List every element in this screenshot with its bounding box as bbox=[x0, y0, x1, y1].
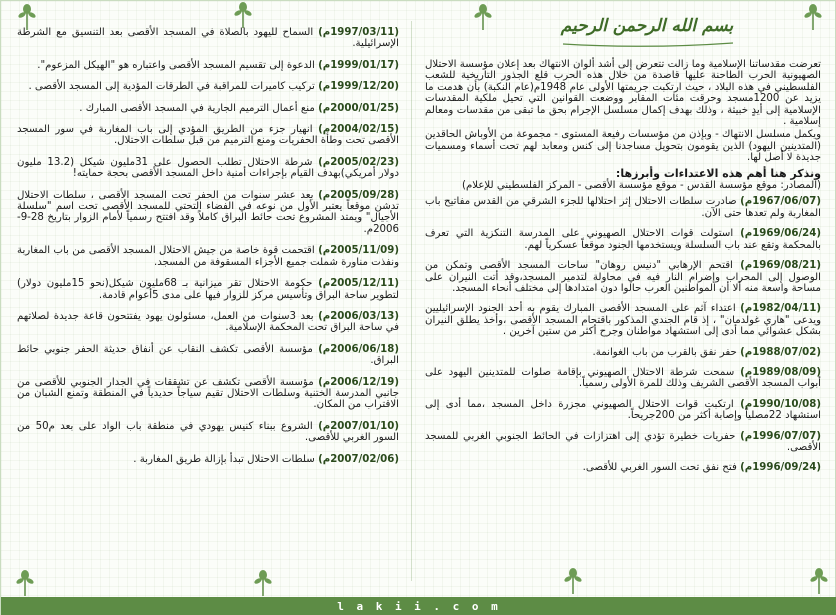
event-text: ارتكبت قوات الاحتلال الصهيوني مجزرة داخل المسجد ،مما أدى إلى استشهاد 22مصلياً وإصابة أكثر من 200جريحاً. bbox=[425, 398, 821, 422]
basmala-title: بسم الله الرحمن الرحيم bbox=[560, 16, 734, 36]
event-entry bbox=[17, 421, 399, 444]
event-entry bbox=[17, 344, 399, 367]
event-entry bbox=[17, 27, 399, 50]
event-date: (1967/06/07م) bbox=[740, 196, 821, 208]
event-entry bbox=[17, 190, 399, 236]
event-date: (1997/03/11م) bbox=[318, 27, 399, 38]
event-date: (2006/03/13م) bbox=[318, 310, 400, 322]
event-entry bbox=[425, 347, 821, 358]
left-events-list bbox=[17, 27, 399, 465]
flower-ornament-icon bbox=[251, 569, 275, 597]
event-date: (1999/12/20م) bbox=[318, 81, 399, 93]
right-column bbox=[425, 59, 821, 483]
event-text: بعد 3سنوات من العمل، مسئولون يهود يفتتحون قاعة جديدة لصلاتهم في ساحة البراق تحت المحكمة الإسلامية. bbox=[17, 310, 399, 334]
event-text: حكومة الاحتلال تقر ميزانية بـ 68مليون شيكل(نحو 15مليون دولار) لتطوير ساحة البراق وتأسيس مركز للزوار فيها على مدى 5أعوام قادمة. bbox=[17, 278, 399, 301]
event-entry bbox=[17, 311, 399, 334]
event-date: (1996/09/24م) bbox=[740, 462, 821, 474]
event-entry bbox=[425, 367, 821, 390]
event-text: بعد عشر سنوات من الحفر تحت المسجد الأقصى ، سلطات الاحتلال تدشن موقعاً يعتبر الأول من نوعه في الفضاء التحتي للمسجد الأقصى تحت اسم "سلسلة الأجيال" ويمتد المشروع تحت حائط البراق كاملاً وقد افتتح رسمياً لأمام الزوار بتاريخ 28-9-2006م. bbox=[17, 189, 399, 235]
left-column bbox=[17, 27, 399, 475]
flower-ornament-icon bbox=[471, 3, 495, 31]
event-entry bbox=[17, 81, 399, 92]
event-text: فتح نفق تحت السور الغربي للأقصى. bbox=[582, 462, 741, 474]
event-date: (2004/02/15م) bbox=[318, 124, 399, 136]
event-entry bbox=[425, 462, 821, 473]
event-date: (2007/01/10م) bbox=[318, 420, 399, 432]
flower-ornament-icon bbox=[231, 1, 255, 29]
event-text: منع أعمال الترميم الجارية في المسجد الأقصى المبارك . bbox=[79, 102, 319, 114]
event-entry bbox=[17, 124, 399, 147]
right-events-list bbox=[425, 196, 821, 473]
event-date: (1989/08/09م) bbox=[740, 366, 821, 378]
footer-site-link[interactable]: l a k i i . c o m bbox=[337, 600, 501, 613]
event-date: (2006/12/19م) bbox=[318, 376, 399, 388]
event-entry bbox=[425, 196, 821, 219]
event-text: حفريات خطيرة تؤدي إلى اهتزازات في الحائط الجنوبي الغربي للمسجد الأقصى. bbox=[425, 430, 821, 453]
event-entry bbox=[425, 228, 821, 251]
event-text: مؤسسة الأقصى تكشف النقاب عن أنفاق حديثة الحفر جنوبي حائط البراق. bbox=[17, 343, 399, 367]
intro-paragraph: تعرضت مقدساتنا الإسلامية وما زالت تتعرض إلى أشد ألوان الانتهاك بعد إعلان مؤسسة الاحتلال الصهيونية الحرب الطاحنة عليها قاصدة من خلال هذه الحرب قلع الجذور التاريخية للشعب الفلسطيني في هذه البلاد ، حيث ارتكبت جريمتها الأولى عام 1948م(عام النكبة) بأن هدمت ما يزيد عن 1200مسجد وحرقت مئات المقابر ووضعت القوانين التي تحيل ملكية المقدسات الإسلامية إلى أيدٍ خبيثة ، وذلك بهدف إكمال مسلسل الإجرام بحق ما تبقى من مقدسات ومعالم إسلامية . bbox=[425, 59, 821, 128]
event-text: اقتحمت قوة خاصة من جيش الاحتلال المسجد الأقصى من باب المغاربة ونفذت مناورة شملت جميع الأجزاء المسقوفة من المسجد. bbox=[17, 245, 399, 268]
event-entry bbox=[17, 377, 399, 411]
event-text: السماح لليهود بالصلاة في المسجد الأقصى بعد التنسيق مع الشرطة الإسرائيلية. bbox=[17, 27, 399, 50]
event-entry bbox=[17, 103, 399, 114]
event-date: (1996/07/07م) bbox=[740, 430, 821, 442]
event-date: (1969/08/21م) bbox=[740, 260, 821, 272]
event-text: حفر نفق بالقرب من باب الغوانمة. bbox=[592, 346, 741, 358]
event-date: (2006/06/18م) bbox=[318, 343, 399, 355]
event-text: الدعوة إلى تقسيم المسجد الأقصى واعتباره هو "الهيكل المزعوم". bbox=[37, 59, 319, 71]
footer-bar bbox=[1, 597, 836, 615]
flower-ornament-icon bbox=[807, 567, 831, 595]
flower-ornament-icon bbox=[801, 3, 825, 31]
event-text: اقتحم الإرهابي "دنيس روهان" ساحات المسجد الأقصى وتمكن من الوصول إلى المحراب وإضرام النار فيه في محاولة لتدمير المسجد،وقد أتت النيران على مساحة واسعة منه ألا أن المواطنين العرب حالوا دون امتدادها إلى مختلف أنحاء المسجد. bbox=[425, 260, 821, 294]
flower-ornament-icon bbox=[561, 567, 585, 595]
event-text: اعتداء آثم على المسجد الأقصى المبارك يقوم به أحد الجنود الإسرائيليين ويدعى "هاري غولدمان" ، إذ قام الجندي المذكور باقتحام المسجد الأقصى ،وأخذ يطلق النيران بشكل عشوائي مما أدى إلى استشهاد مواطنان وجرح أكثر من ستين آخرين . bbox=[425, 303, 821, 338]
event-date: (2000/01/25م) bbox=[318, 102, 399, 114]
event-text: الشروع ببناء كنيس يهودي في منطقة باب الواد على بعد م50 من السور الغربي للأقصى. bbox=[17, 420, 399, 444]
event-text: مؤسسة الأقصى تكشف عن تشققات في الجدار الجنوبي للأقصى من جانبي المدرسة الختنية وسلطات الاحتلال تقيم سياجاً حديدياً في المنطقة وتمنع الشبان من الاقتراب من المكان. bbox=[17, 376, 399, 411]
flower-ornament-icon bbox=[13, 569, 37, 597]
event-text: تركيب كاميرات للمراقبة في الطرقات المؤدية إلى المسجد الأقصى . bbox=[28, 81, 319, 93]
event-text: سمحت شرطة الاحتلال الصهيوني بإقامة صلوات للمتدينين اليهود على أبواب المسجد الأقصى الشريف وذلك للمرة الأولى رسمياً. bbox=[425, 366, 821, 390]
event-date: (1982/04/11م) bbox=[740, 303, 821, 315]
event-date: (2005/02/23م) bbox=[318, 156, 400, 168]
event-date: (1969/06/24م) bbox=[740, 228, 821, 240]
event-date: (2005/11/09م) bbox=[318, 245, 399, 257]
event-entry bbox=[425, 303, 821, 337]
intro-section bbox=[425, 59, 821, 164]
event-entry bbox=[17, 454, 399, 465]
event-entry bbox=[425, 260, 821, 294]
intro-paragraph: ويكمل مسلسل الانتهاك - وبإذن من مؤسسات رفيعة المستوى - مجموعة من الأوباش الحاقدين (المتدينين اليهود) الذين يقومون بتحويل مساجدنا إلى كنس ومعابد لهم تحت أسماء ومسميات جديدة لا أصل لها. bbox=[425, 129, 821, 164]
event-date: (2005/12/11م) bbox=[318, 278, 400, 290]
event-date: (1988/07/02م) bbox=[740, 346, 821, 358]
event-text: انهيار جزء من الطريق المؤدي إلى باب المغاربة في سور المسجد الأقصى تحت وطأة الحفريات ومنع الترميم من قبل سلطات الاحتلال. bbox=[17, 124, 399, 147]
event-entry bbox=[17, 278, 399, 301]
event-text: شرطة الاحتلال تطلب الحصول على 31مليون شيكل (13.2 مليون دولار أمريكي)بهدف القيام بإجراءات أمنية داخل المسجد الأقصى بحجة حمايته! bbox=[17, 156, 399, 180]
event-text: صادرت سلطات الاحتلال إثر احتلالها للجزء الشرقي من القدس مفاتيح باب المغاربة ولم تعدها حتى الآن. bbox=[425, 196, 821, 219]
event-text: سلطات الاحتلال تبدأ بإزالة طريق المغاربة . bbox=[133, 453, 319, 465]
event-date: (1999/01/17م) bbox=[318, 59, 399, 71]
section-heading: ونذكر هنا أهم هذه الاعتداءات وأبرزها: bbox=[615, 166, 821, 180]
event-entry bbox=[425, 431, 821, 454]
sources-note: (المصادر: موقع مؤسسة القدس - موقع مؤسسة الأقصى - المركز الفلسطيني للإعلام) bbox=[461, 180, 821, 192]
event-text: استولت قوات الاحتلال الصهيوني على المدرسة التنكزية التي تعرف بالمحكمة وتقع عند باب السلسلة ويستخدمها الجنود موقعاً عسكرياً لهم. bbox=[425, 228, 821, 251]
event-date: (2007/02/06م) bbox=[318, 453, 399, 465]
event-entry bbox=[17, 245, 399, 268]
event-date: (2005/09/28م) bbox=[318, 189, 399, 201]
title-flourish-icon bbox=[561, 41, 735, 47]
event-date: (1990/10/08م) bbox=[740, 398, 821, 410]
event-entry bbox=[17, 60, 399, 71]
event-entry bbox=[17, 157, 399, 180]
column-divider bbox=[411, 21, 412, 581]
event-entry bbox=[425, 399, 821, 422]
